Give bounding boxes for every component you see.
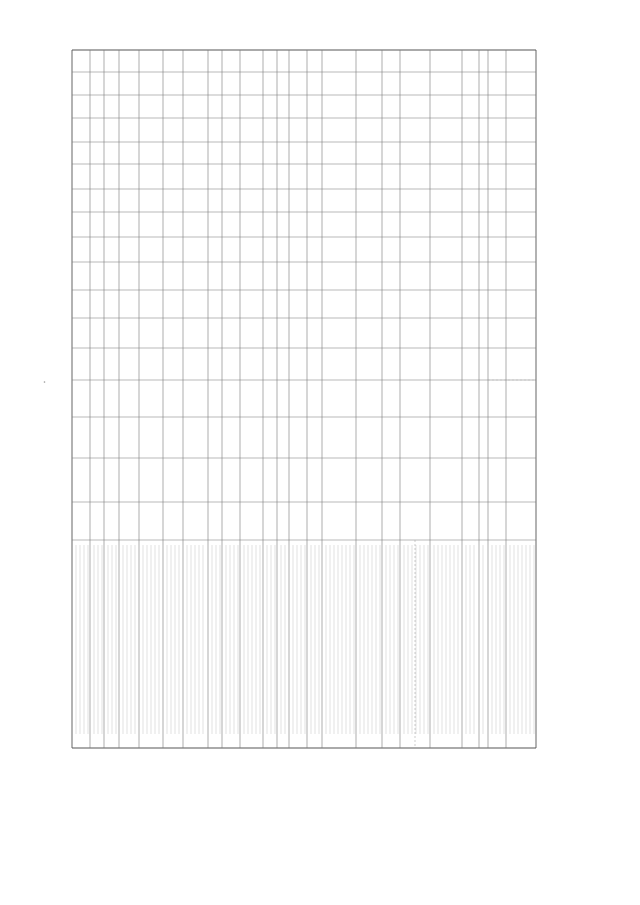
scan-speck bbox=[44, 381, 46, 383]
